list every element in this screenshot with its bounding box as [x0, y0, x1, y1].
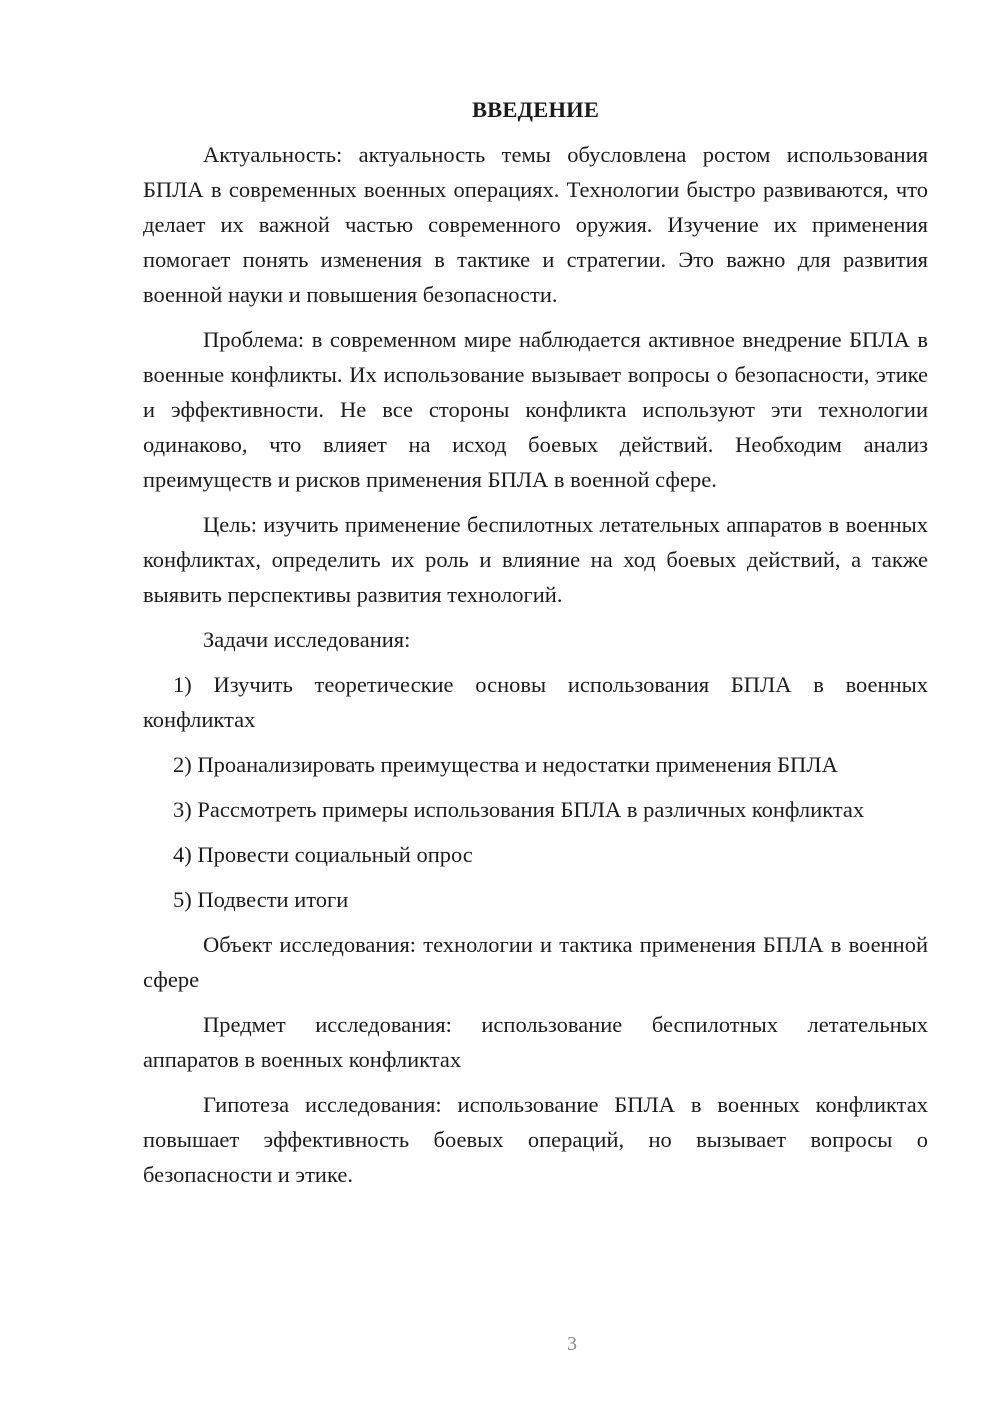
task-item: 4) Провести социальный опрос — [173, 842, 473, 867]
page-number: 3 — [567, 1333, 577, 1355]
problem-paragraph: Проблема: в современном мире наблюдается активное внедрение БПЛА в военные конфликты. Их использование вызывает вопросы о безопасности, этике и эффективности. Не все стороны конфликта используют эти технологии одинаково, что влияет на исход боевых действий. Необходим анализ преимуществ и рисков применения БПЛА в военной сфере. — [143, 327, 928, 492]
relevance-paragraph: Актуальность: актуальность темы обусловлена ростом использования БПЛА в современных военных операциях. Технологии быстро развиваются, что делает их важной частью современного оружия. Изучение их применения помогает понять изменения в тактике и стратегии. Это важно для развития военной науки и повышения безопасности. — [143, 142, 928, 307]
task-item: 2) Проанализировать преимущества и недостатки применения БПЛА — [173, 752, 838, 777]
task-item: 1) Изучить теоретические основы использования БПЛА в военных конфликтах — [143, 672, 928, 732]
goal-paragraph: Цель: изучить применение беспилотных летательных аппаратов в военных конфликтах, определить их роль и влияние на ход боевых действий, а также выявить перспективы развития технологий. — [143, 512, 928, 607]
section-title: ВВЕДЕНИЕ — [471, 97, 600, 122]
task-item: 5) Подвести итоги — [173, 887, 349, 912]
hypothesis-paragraph: Гипотеза исследования: использование БПЛА в военных конфликтах повышает эффективность боевых операций, но вызывает вопросы о безопасности и этике. — [143, 1092, 928, 1187]
page-content — [143, 92, 928, 1202]
subject-paragraph: Предмет исследования: использование беспилотных летательных аппаратов в военных конфликтах — [143, 1012, 928, 1072]
tasks-heading: Задачи исследования: — [203, 627, 411, 652]
task-item: 3) Рассмотреть примеры использования БПЛА в различных конфликтах — [173, 797, 865, 822]
object-paragraph: Объект исследования: технологии и тактика применения БПЛА в военной сфере — [143, 932, 928, 992]
